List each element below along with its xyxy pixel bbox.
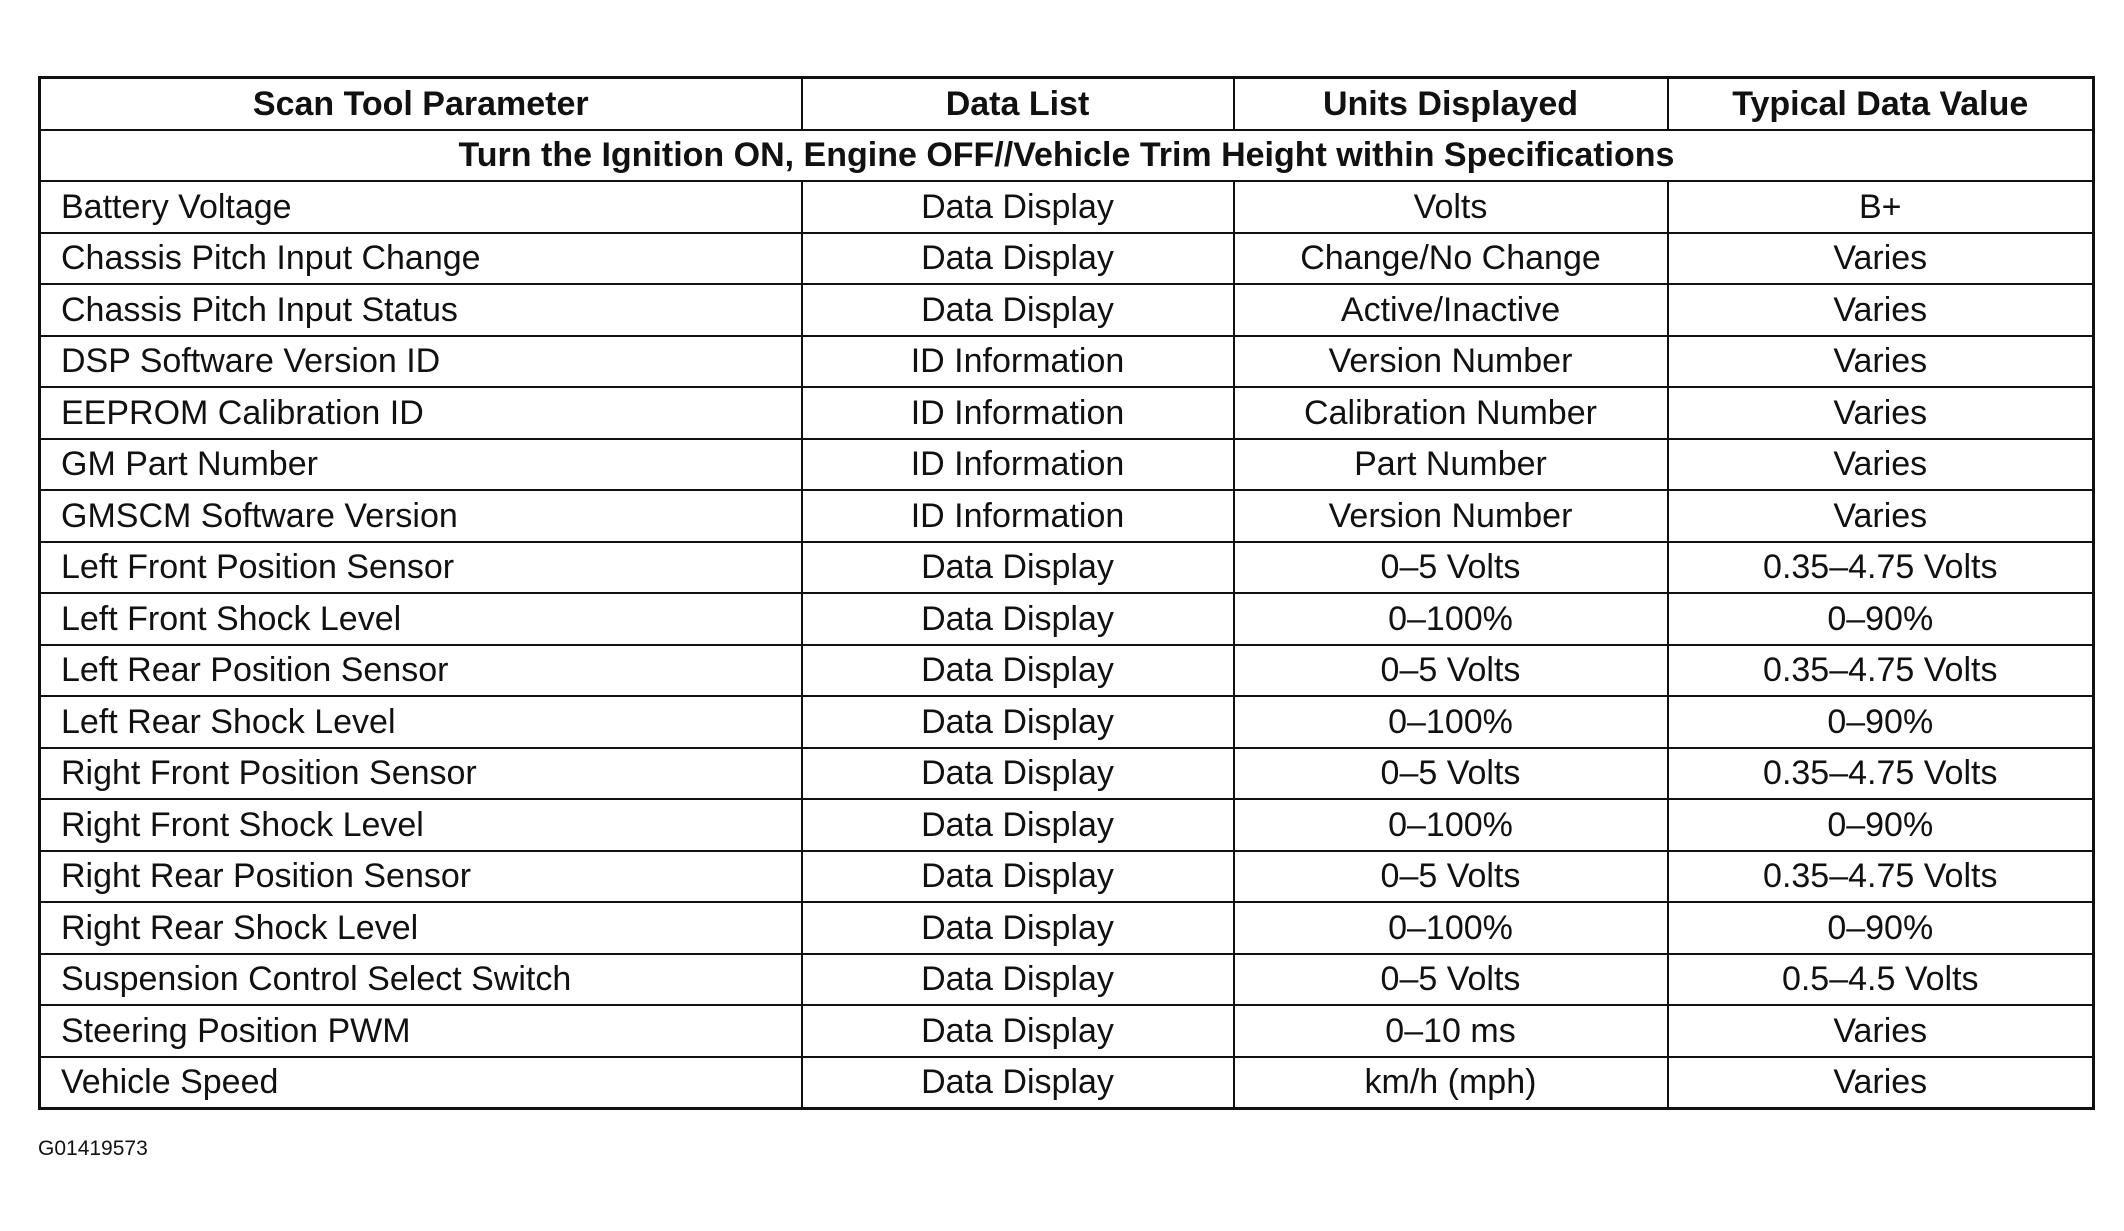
table-row — [40, 799, 2094, 851]
typical-value-cell: Varies — [1668, 336, 2094, 388]
typical-value-cell: 0.35–4.75 Volts — [1668, 645, 2094, 697]
typical-value-cell: 0–90% — [1668, 799, 2094, 851]
units-cell: Change/No Change — [1234, 233, 1668, 285]
table-row — [40, 284, 2094, 336]
table-row — [40, 645, 2094, 697]
table-row — [40, 748, 2094, 800]
data-list-cell: Data Display — [802, 645, 1234, 697]
table-row — [40, 387, 2094, 439]
parameter-cell: Right Front Shock Level — [40, 799, 802, 851]
typical-value-cell: Varies — [1668, 439, 2094, 491]
table-row — [40, 954, 2094, 1006]
data-list-cell: Data Display — [802, 1005, 1234, 1057]
table-row — [40, 336, 2094, 388]
typical-value-cell: 0–90% — [1668, 902, 2094, 954]
typical-value-cell: 0.35–4.75 Volts — [1668, 748, 2094, 800]
data-list-cell: Data Display — [802, 902, 1234, 954]
parameter-cell: DSP Software Version ID — [40, 336, 802, 388]
units-cell: Active/Inactive — [1234, 284, 1668, 336]
data-list-cell: Data Display — [802, 593, 1234, 645]
table-row — [40, 1057, 2094, 1109]
table-row — [40, 696, 2094, 748]
table-row — [40, 851, 2094, 903]
typical-value-cell: 0–90% — [1668, 593, 2094, 645]
scan-tool-data-table — [38, 76, 2095, 1110]
parameter-cell: Chassis Pitch Input Status — [40, 284, 802, 336]
table-row — [40, 593, 2094, 645]
units-cell: 0–5 Volts — [1234, 851, 1668, 903]
parameter-cell: Left Front Shock Level — [40, 593, 802, 645]
units-cell: Version Number — [1234, 336, 1668, 388]
parameter-cell: GM Part Number — [40, 439, 802, 491]
typical-value-cell: 0.5–4.5 Volts — [1668, 954, 2094, 1006]
units-cell: Part Number — [1234, 439, 1668, 491]
typical-value-cell: Varies — [1668, 284, 2094, 336]
data-list-cell: ID Information — [802, 387, 1234, 439]
parameter-cell: Left Rear Shock Level — [40, 696, 802, 748]
parameter-cell: Right Rear Shock Level — [40, 902, 802, 954]
parameter-cell: Vehicle Speed — [40, 1057, 802, 1109]
data-list-cell: Data Display — [802, 542, 1234, 594]
units-cell: Calibration Number — [1234, 387, 1668, 439]
table-row — [40, 1005, 2094, 1057]
data-list-cell: Data Display — [802, 1057, 1234, 1109]
table-row — [40, 233, 2094, 285]
parameter-cell: Left Rear Position Sensor — [40, 645, 802, 697]
condition-cell: Turn the Ignition ON, Engine OFF//Vehicle Trim Height within Specifications — [40, 130, 2094, 182]
parameter-cell: Suspension Control Select Switch — [40, 954, 802, 1006]
data-list-cell: Data Display — [802, 696, 1234, 748]
data-list-cell: Data Display — [802, 233, 1234, 285]
table-row — [40, 439, 2094, 491]
units-cell: 0–100% — [1234, 902, 1668, 954]
condition-row — [40, 130, 2094, 182]
data-list-cell: Data Display — [802, 284, 1234, 336]
units-cell: 0–5 Volts — [1234, 645, 1668, 697]
units-cell: 0–10 ms — [1234, 1005, 1668, 1057]
typical-value-cell: B+ — [1668, 181, 2094, 233]
table-row — [40, 490, 2094, 542]
data-list-cell: ID Information — [802, 336, 1234, 388]
typical-value-cell: Varies — [1668, 1005, 2094, 1057]
typical-value-cell: 0.35–4.75 Volts — [1668, 851, 2094, 903]
units-cell: 0–5 Volts — [1234, 542, 1668, 594]
figure-id: G01419573 — [38, 1137, 148, 1160]
parameter-cell: Left Front Position Sensor — [40, 542, 802, 594]
typical-value-cell: Varies — [1668, 1057, 2094, 1109]
units-cell: 0–100% — [1234, 696, 1668, 748]
units-cell: Version Number — [1234, 490, 1668, 542]
header-row — [40, 78, 2094, 130]
parameter-cell: Steering Position PWM — [40, 1005, 802, 1057]
units-cell: km/h (mph) — [1234, 1057, 1668, 1109]
units-cell: 0–5 Volts — [1234, 748, 1668, 800]
parameter-cell: Chassis Pitch Input Change — [40, 233, 802, 285]
data-list-cell: ID Information — [802, 439, 1234, 491]
header-units-displayed: Units Displayed — [1234, 78, 1668, 130]
header-scan-tool-parameter: Scan Tool Parameter — [40, 78, 802, 130]
table-row — [40, 902, 2094, 954]
data-list-cell: ID Information — [802, 490, 1234, 542]
data-list-cell: Data Display — [802, 954, 1234, 1006]
parameter-cell: Right Rear Position Sensor — [40, 851, 802, 903]
units-cell: Volts — [1234, 181, 1668, 233]
units-cell: 0–100% — [1234, 593, 1668, 645]
parameter-cell: Right Front Position Sensor — [40, 748, 802, 800]
data-list-cell: Data Display — [802, 799, 1234, 851]
header-data-list: Data List — [802, 78, 1234, 130]
typical-value-cell: Varies — [1668, 233, 2094, 285]
units-cell: 0–5 Volts — [1234, 954, 1668, 1006]
parameter-cell: EEPROM Calibration ID — [40, 387, 802, 439]
typical-value-cell: 0–90% — [1668, 696, 2094, 748]
parameter-cell: Battery Voltage — [40, 181, 802, 233]
typical-value-cell: Varies — [1668, 387, 2094, 439]
data-list-cell: Data Display — [802, 748, 1234, 800]
parameter-cell: GMSCM Software Version — [40, 490, 802, 542]
table-row — [40, 542, 2094, 594]
typical-value-cell: 0.35–4.75 Volts — [1668, 542, 2094, 594]
header-typical-data-value: Typical Data Value — [1668, 78, 2094, 130]
typical-value-cell: Varies — [1668, 490, 2094, 542]
data-list-cell: Data Display — [802, 181, 1234, 233]
table-row — [40, 181, 2094, 233]
data-list-cell: Data Display — [802, 851, 1234, 903]
units-cell: 0–100% — [1234, 799, 1668, 851]
